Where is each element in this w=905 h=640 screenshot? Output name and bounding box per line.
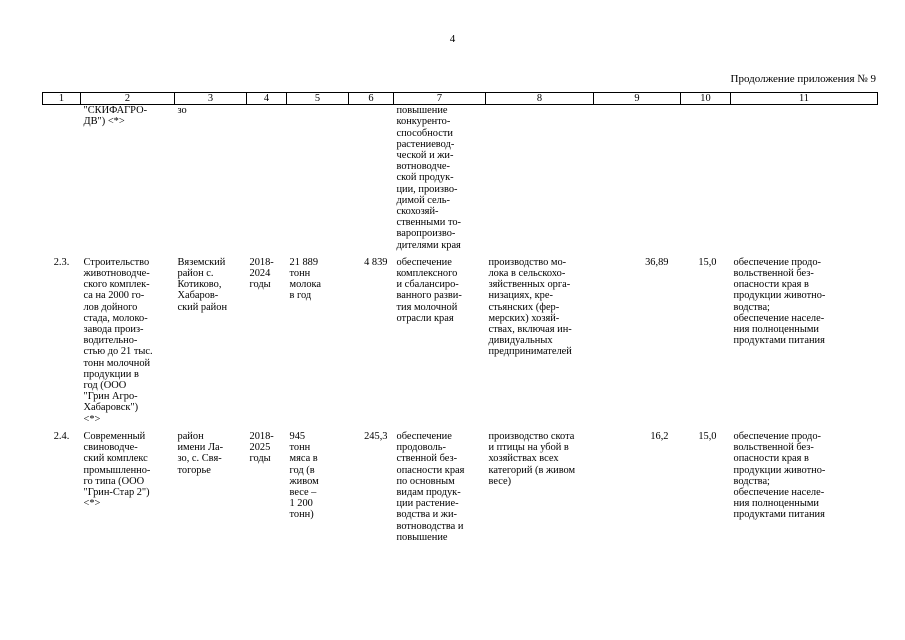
header-col-2: 2: [81, 93, 175, 105]
header-col-9: 9: [594, 93, 681, 105]
goal: обеспечение комплексного и сбалансиро- ванного разви- тия молочной отрасли края: [396, 256, 462, 324]
indicator: производство мо- лока в сельскохо- зяйственных орга- низациях, кре- стьянских (фер- мерских) хозяй- ствах, включая ин- дивидуальных предпринимателей: [488, 256, 572, 358]
effect: обеспечение продо- вольственной без- опасности края в продукции животно- водства; обеспечение населе- ния полноценными продуктами питания: [733, 256, 826, 347]
header-col-8: 8: [486, 93, 594, 105]
indicator-value: [594, 105, 681, 251]
table-row: [43, 425, 878, 543]
location: Вяземский район с. Котиково, Хабаров- ский район: [177, 256, 228, 313]
project-name: Современный свиноводче- ский комплекс промышленно- го типа (ООО "Грин-Стар 2") <*>: [83, 430, 151, 510]
capacity: 21 889 тонн молока в год: [289, 256, 322, 302]
header-col-1: 1: [43, 93, 81, 105]
header-col-4: 4: [247, 93, 287, 105]
header-col-6: 6: [349, 93, 394, 105]
table-row: [43, 251, 878, 425]
indicator: производство скота и птицы на убой в хозяйствах всех категорий (в живом весе): [488, 430, 576, 487]
investment: 245,3: [364, 430, 388, 442]
appendix-table: [42, 92, 878, 543]
period: [247, 105, 287, 251]
header-col-11: 11: [731, 93, 878, 105]
continuation-caption: Продолжение приложения № 9: [730, 73, 876, 85]
period: 2018- 2025 годы: [249, 430, 274, 465]
header-col-5: 5: [287, 93, 349, 105]
jobs: 15,0: [698, 256, 717, 268]
project-name: Строительство животноводче- ского комплек- са на 2000 го- лов дойного стада, молоко- завода произ- водительно- стью до 21 тыс. тонн молочной продукции в год (ООО "Грин Агро- Хабаровск") <*>: [83, 256, 153, 425]
effect: [731, 105, 878, 251]
location: зо: [177, 105, 187, 117]
indicator-value: 36,89: [645, 256, 669, 268]
period: 2018- 2024 годы: [249, 256, 274, 291]
investment: [349, 105, 394, 251]
header-col-7: 7: [394, 93, 486, 105]
goal: обеспечение продоволь- ственной без- опасности края по основным видам продук- ции растение- водства и жи- вотноводства и повышение: [396, 430, 465, 543]
page-number: 4: [449, 33, 456, 45]
header-row: [43, 93, 878, 105]
capacity: 945 тонн мяса в год (в живом весе – 1 200 тонн): [289, 430, 319, 521]
row-number: 2.4.: [53, 430, 70, 442]
capacity: [287, 105, 349, 251]
table-row: [43, 105, 878, 251]
location: район имени Ла- зо, с. Свя- тогорье: [177, 430, 224, 476]
indicator: [486, 105, 594, 251]
project-name: "СКИФАГРО- ДВ") <*>: [83, 105, 148, 128]
jobs: [681, 105, 731, 251]
effect: обеспечение продо- вольственной без- опасности края в продукции животно- водства; обеспечение населе- ния полноценными продуктами питания: [733, 430, 826, 521]
investment: 4 839: [364, 256, 388, 268]
jobs: 15,0: [698, 430, 717, 442]
header-col-3: 3: [175, 93, 247, 105]
row-number: [43, 105, 81, 251]
row-number: 2.3.: [53, 256, 70, 268]
header-col-10: 10: [681, 93, 731, 105]
indicator-value: 16,2: [650, 430, 669, 442]
goal: повышение конкуренто- способности растениевод- ческой и жи- вотноводче- ской продук- ции, произво- димой сель- скохозяй- ственными то- варопроизво- дителями края: [396, 105, 462, 251]
